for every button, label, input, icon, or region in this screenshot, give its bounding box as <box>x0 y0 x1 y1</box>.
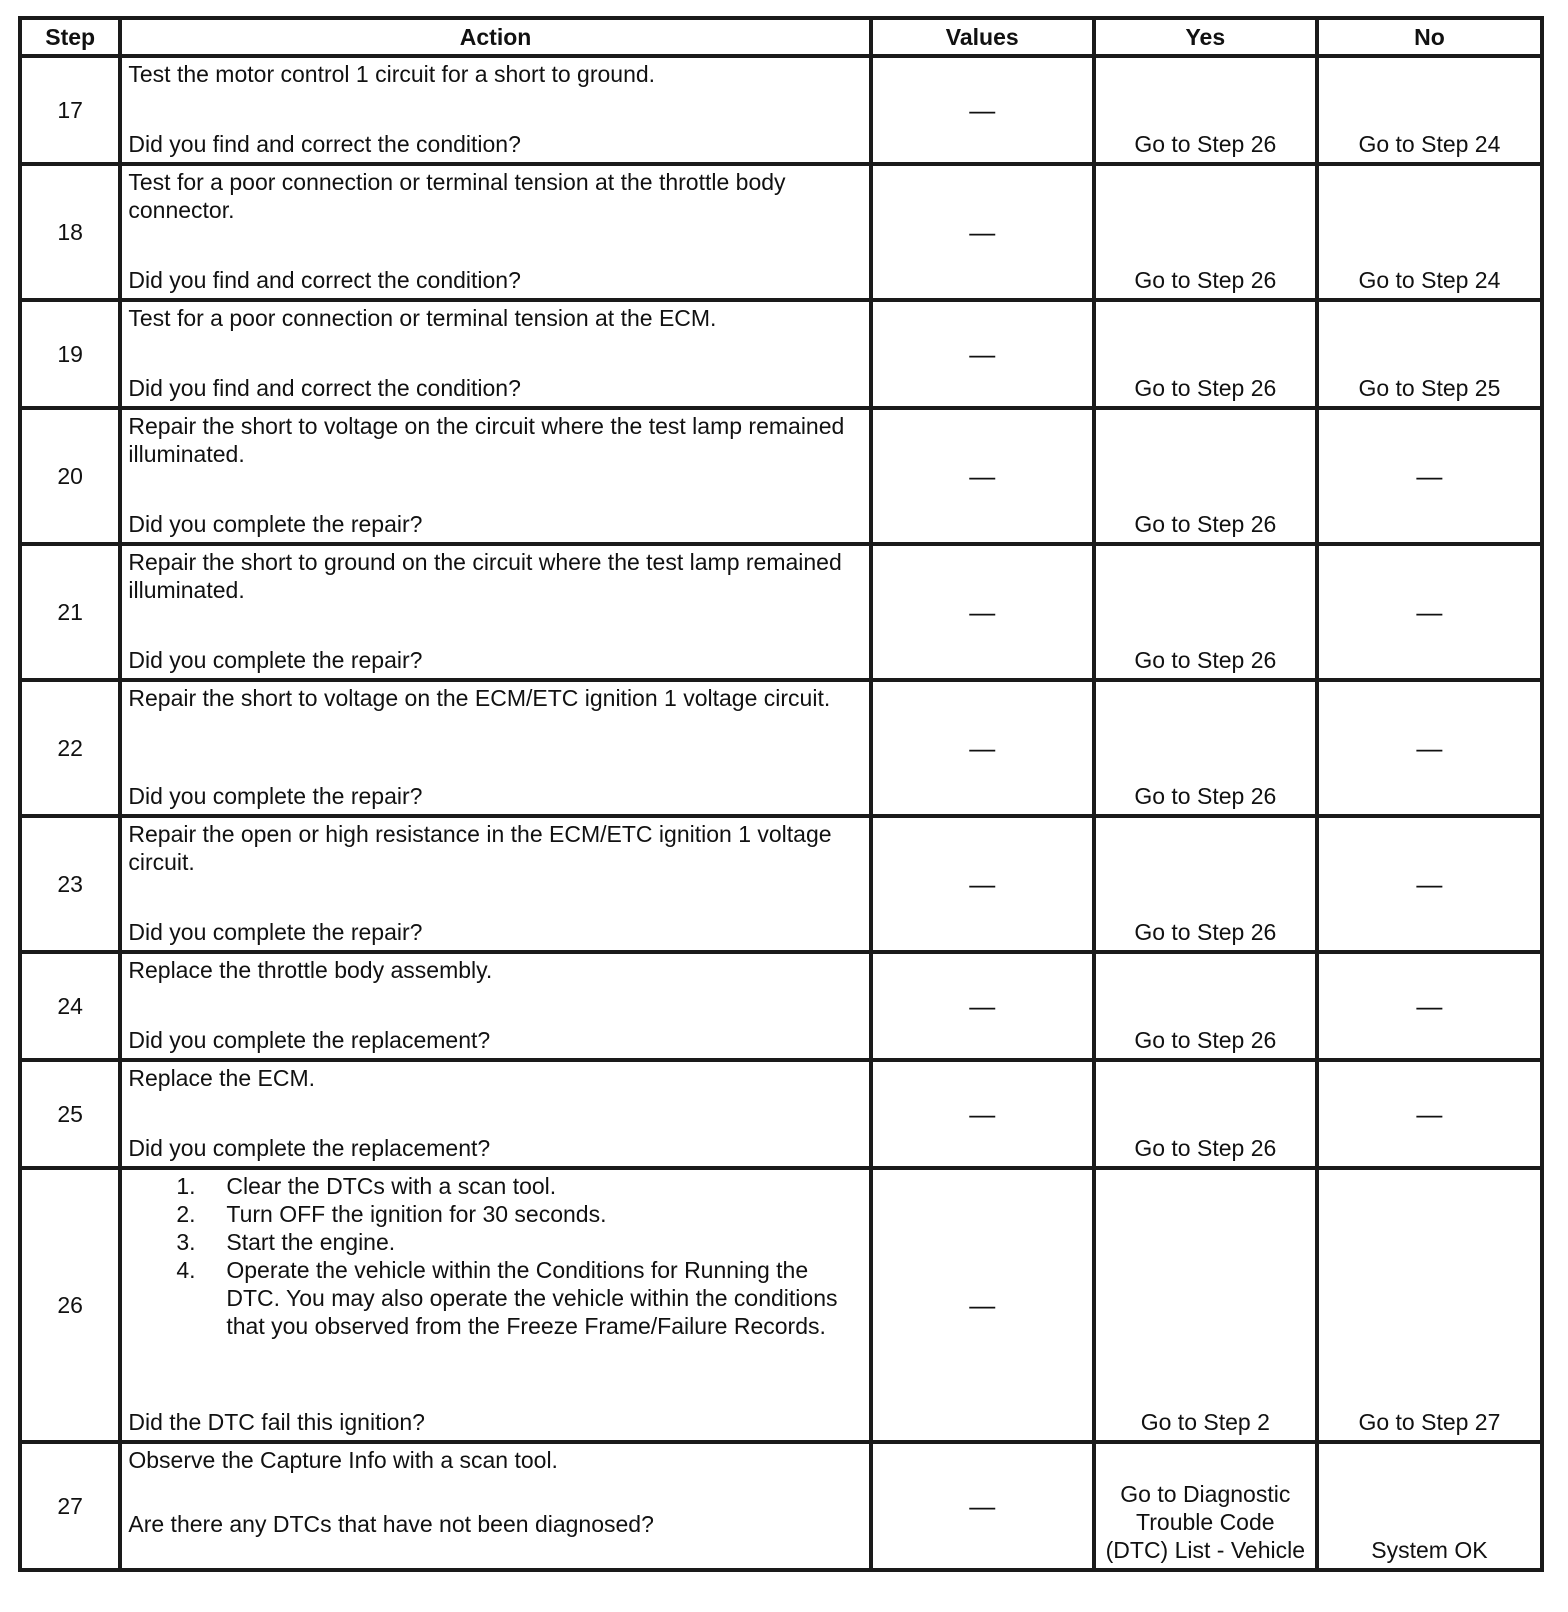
values-cell: — <box>871 1442 1094 1570</box>
header-step: Step <box>20 18 120 56</box>
list-item-number: 3. <box>176 1229 196 1255</box>
action-instruction: Replace the throttle body assembly. <box>128 957 493 983</box>
action-cell <box>120 680 870 816</box>
action-instruction: Replace the ECM. <box>128 1065 316 1091</box>
action-question: Did you complete the replacement? <box>128 1027 491 1053</box>
action-instruction: Repair the short to ground on the circuit where the test lamp remained illuminated. <box>128 549 842 603</box>
yes-cell: Go to Step 2 <box>1094 1168 1317 1442</box>
values-cell: — <box>871 544 1094 680</box>
diagnostic-steps-table <box>18 16 1544 1572</box>
list-item-number: 1. <box>176 1173 196 1199</box>
yes-cell: Go to Step 26 <box>1094 1060 1317 1168</box>
table-row-step-21 <box>20 544 1542 680</box>
list-item <box>176 1228 862 1256</box>
action-instruction: Test for a poor connection or terminal tension at the throttle body connector. <box>128 169 786 223</box>
yes-cell: Go to Step 26 <box>1094 952 1317 1060</box>
action-question: Did you find and correct the condition? <box>128 267 521 293</box>
table-row-step-23 <box>20 816 1542 952</box>
no-cell: — <box>1317 408 1542 544</box>
list-item-number: 2. <box>176 1201 196 1227</box>
action-question: Did you complete the replacement? <box>128 1135 491 1161</box>
no-cell: — <box>1317 952 1542 1060</box>
header-values: Values <box>871 18 1094 56</box>
values-cell: — <box>871 164 1094 300</box>
action-instruction: Repair the open or high resistance in the ECM/ETC ignition 1 voltage circuit. <box>128 821 832 875</box>
values-cell: — <box>871 408 1094 544</box>
header-row <box>20 18 1542 56</box>
values-cell: — <box>871 680 1094 816</box>
action-cell <box>120 164 870 300</box>
table-row-step-17 <box>20 56 1542 164</box>
table-row-step-18 <box>20 164 1542 300</box>
table-row-step-22 <box>20 680 1542 816</box>
action-cell <box>120 1060 870 1168</box>
list-item-text: Start the engine. <box>226 1229 396 1255</box>
action-question: Did you complete the repair? <box>128 919 423 945</box>
step-number: 24 <box>20 952 120 1060</box>
no-cell: — <box>1317 1060 1542 1168</box>
step-number: 18 <box>20 164 120 300</box>
table-row-step-20 <box>20 408 1542 544</box>
no-cell: — <box>1317 680 1542 816</box>
action-question: Did you complete the repair? <box>128 783 423 809</box>
values-cell: — <box>871 300 1094 408</box>
action-instruction: Test the motor control 1 circuit for a short to ground. <box>128 61 656 87</box>
yes-cell: Go to Step 26 <box>1094 680 1317 816</box>
step-number: 22 <box>20 680 120 816</box>
action-question: Did you find and correct the condition? <box>128 131 521 157</box>
table-row-step-27 <box>20 1442 1542 1570</box>
action-question: Are there any DTCs that have not been diagnosed? <box>128 1511 654 1537</box>
no-cell: System OK <box>1317 1442 1542 1570</box>
step-number: 20 <box>20 408 120 544</box>
values-cell: — <box>871 1168 1094 1442</box>
no-cell: Go to Step 25 <box>1317 300 1542 408</box>
instruction-list <box>128 1172 862 1340</box>
values-cell: — <box>871 56 1094 164</box>
no-cell: — <box>1317 544 1542 680</box>
action-instruction: Test for a poor connection or terminal tension at the ECM. <box>128 305 717 331</box>
list-item <box>176 1200 862 1228</box>
header-action: Action <box>120 18 870 56</box>
no-cell: Go to Step 27 <box>1317 1168 1542 1442</box>
action-instruction: Repair the short to voltage on the ECM/ETC ignition 1 voltage circuit. <box>128 685 831 711</box>
action-cell <box>120 544 870 680</box>
list-item-number: 4. <box>176 1257 196 1283</box>
table-row-step-26 <box>20 1168 1542 1442</box>
action-question: Did you complete the repair? <box>128 647 423 673</box>
action-cell <box>120 816 870 952</box>
list-item-text: Turn OFF the ignition for 30 seconds. <box>226 1201 607 1227</box>
values-cell: — <box>871 1060 1094 1168</box>
header-yes: Yes <box>1094 18 1317 56</box>
action-question: Did you complete the repair? <box>128 511 423 537</box>
action-question: Did you find and correct the condition? <box>128 375 521 401</box>
no-cell: — <box>1317 816 1542 952</box>
action-cell <box>120 1442 870 1570</box>
no-cell: Go to Step 24 <box>1317 56 1542 164</box>
step-number: 26 <box>20 1168 120 1442</box>
action-cell <box>120 952 870 1060</box>
action-question: Did the DTC fail this ignition? <box>128 1409 425 1435</box>
table-row-step-24 <box>20 952 1542 1060</box>
action-instruction: Observe the Capture Info with a scan tool. <box>128 1447 558 1473</box>
yes-cell: Go to Step 26 <box>1094 164 1317 300</box>
list-item-text: Clear the DTCs with a scan tool. <box>226 1173 557 1199</box>
action-cell <box>120 56 870 164</box>
values-cell: — <box>871 816 1094 952</box>
list-item <box>176 1256 862 1340</box>
no-cell: Go to Step 24 <box>1317 164 1542 300</box>
yes-cell: Go to Step 26 <box>1094 300 1317 408</box>
step-number: 17 <box>20 56 120 164</box>
action-cell <box>120 300 870 408</box>
table-row-step-19 <box>20 300 1542 408</box>
action-cell <box>120 408 870 544</box>
diagnostic-table-page <box>18 16 1544 1572</box>
yes-cell: Go to Step 26 <box>1094 56 1317 164</box>
yes-cell: Go to Step 26 <box>1094 408 1317 544</box>
yes-cell: Go to Step 26 <box>1094 544 1317 680</box>
values-cell: — <box>871 952 1094 1060</box>
header-no: No <box>1317 18 1542 56</box>
step-number: 27 <box>20 1442 120 1570</box>
list-item <box>176 1172 862 1200</box>
list-item-text: Operate the vehicle within the Conditions for Running the DTC. You may also operate the vehicle within the conditions that you observed from the Freeze Frame/Failure Records. <box>226 1257 838 1339</box>
step-number: 19 <box>20 300 120 408</box>
step-number: 23 <box>20 816 120 952</box>
yes-cell: Go to Step 26 <box>1094 816 1317 952</box>
action-instruction: Repair the short to voltage on the circuit where the test lamp remained illuminated. <box>128 413 845 467</box>
action-cell <box>120 1168 870 1442</box>
step-number: 21 <box>20 544 120 680</box>
table-row-step-25 <box>20 1060 1542 1168</box>
step-number: 25 <box>20 1060 120 1168</box>
yes-cell: Go to Diagnostic Trouble Code (DTC) List - Vehicle <box>1094 1442 1317 1570</box>
